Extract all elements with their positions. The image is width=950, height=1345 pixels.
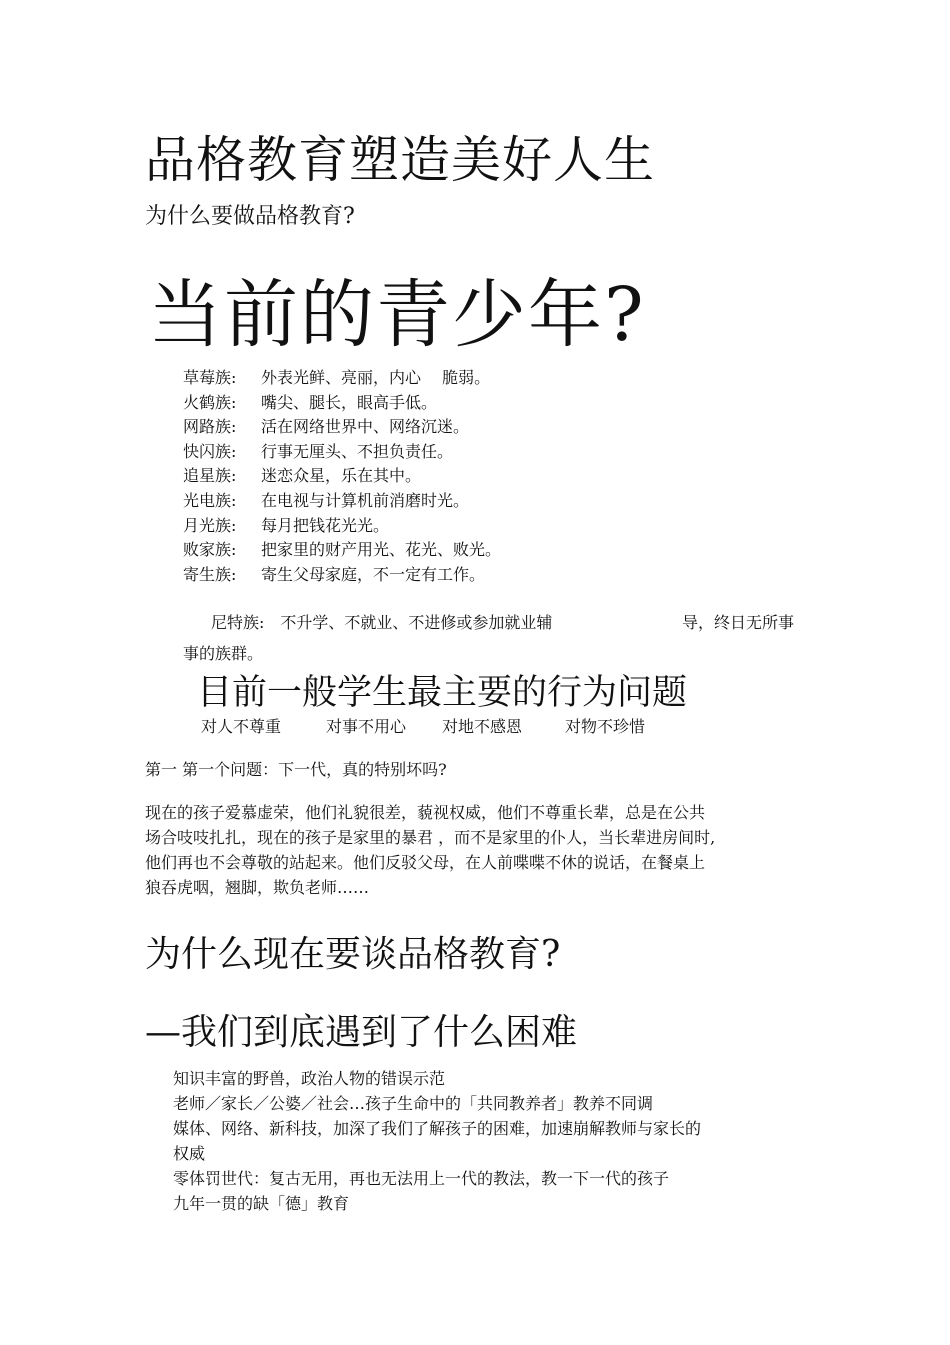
neet-definition-line1: 尼特族: 不升学、不就业、不进修或参加就业辅 (211, 613, 553, 632)
tribe-item (183, 563, 501, 588)
tribe-term: 追星族: (183, 466, 237, 486)
difficulty-list (173, 1066, 701, 1216)
tribe-term: 草莓族: (183, 368, 237, 387)
tribe-item (183, 391, 501, 416)
paragraph-line: 他们再也不会尊敬的站起来。他们反驳父母，在人前喋喋不休的说话，在餐桌上 (145, 853, 706, 872)
youth-tribe-list (183, 366, 501, 587)
tribe-term: 快闪族: (183, 441, 237, 461)
difficulty-item: 老师／家长／公婆／社会…孩子生命中的「共同教养者」教养不同调 (173, 1094, 654, 1113)
document-title: 品格教育塑造美好人生 (145, 131, 655, 189)
behavior-issue: 对事不用心 (326, 717, 407, 736)
paragraph-line: 现在的孩子爱慕虚荣，他们礼貌很差，藐视权威，他们不尊重长辈，总是在公共 (145, 803, 706, 822)
difficulty-item: 零体罚世代：复古无用，再也无法用上一代的教法，教一下一代的孩子 (173, 1169, 670, 1188)
big-question-heading: 当前的青少年? (148, 272, 646, 358)
tribe-term: 败家族: (183, 540, 237, 560)
tribe-term: 火鹤族: (183, 392, 237, 412)
tribe-description: 活在网络世界中、网络沉迷。 (261, 417, 470, 437)
neet-definition-line2: 事的族群。 (183, 644, 264, 663)
paragraph-line: 场合吱吱扎扎，现在的孩子是家里的暴君 ，而不是家里的仆人，当长辈进房间时, (145, 828, 716, 847)
behavior-issue: 对地不感恩 (442, 717, 523, 736)
difficulty-item: 知识丰富的野兽，政治人物的错误示范 (173, 1069, 446, 1088)
behavior-issue: 对物不珍惜 (565, 717, 646, 736)
tribe-description: 嘴尖、腿长，眼高手低。 (261, 392, 438, 412)
behavior-issue: 对人不尊重 (201, 717, 282, 736)
document-subtitle: 为什么要做品格教育? (145, 204, 355, 229)
difficulty-item: 九年一贯的缺「德」教育 (173, 1194, 350, 1213)
tribe-description: 每月把钱花光光。 (261, 515, 390, 535)
tribe-description: 外表光鲜、亮丽，内心 脆弱。 (261, 368, 491, 387)
tribe-description: 迷恋众星，乐在其中。 (261, 466, 422, 486)
tribe-term: 网路族: (183, 417, 237, 437)
description-paragraph (145, 800, 715, 900)
neet-definition-tail: 导，终日无所事 (682, 613, 795, 632)
tribe-description: 在电视与计算机前消磨时光。 (261, 490, 470, 510)
tribe-item (183, 538, 501, 563)
tribe-item (183, 415, 501, 440)
difficulty-heading: —我们到底遇到了什么困难 (145, 1012, 578, 1053)
first-question: 第一 第一个问题：下一代，真的特别坏吗? (145, 760, 447, 779)
behavior-problems-heading: 目前一般学生最主要的行为问题 (197, 673, 688, 713)
tribe-item (183, 514, 501, 539)
why-now-heading: 为什么现在要谈品格教育? (145, 934, 561, 975)
tribe-term: 光电族: (183, 490, 237, 510)
difficulty-item: 权威 (173, 1144, 206, 1163)
tribe-description: 寄生父母家庭，不一定有工作。 (261, 564, 486, 584)
tribe-item (183, 489, 501, 514)
tribe-term: 月光族: (183, 515, 237, 535)
tribe-item (183, 366, 501, 391)
tribe-item (183, 440, 501, 465)
tribe-item (183, 464, 501, 489)
tribe-description: 行事无厘头、不担负责任。 (261, 441, 454, 461)
tribe-term: 寄生族: (183, 564, 237, 584)
paragraph-line: 狼吞虎咽，翘脚，欺负老师…… (145, 878, 370, 897)
tribe-description: 把家里的财产用光、花光、败光。 (261, 540, 502, 560)
difficulty-item: 媒体、网络、新科技，加深了我们了解孩子的困难，加速崩解教师与家长的 (173, 1119, 702, 1138)
